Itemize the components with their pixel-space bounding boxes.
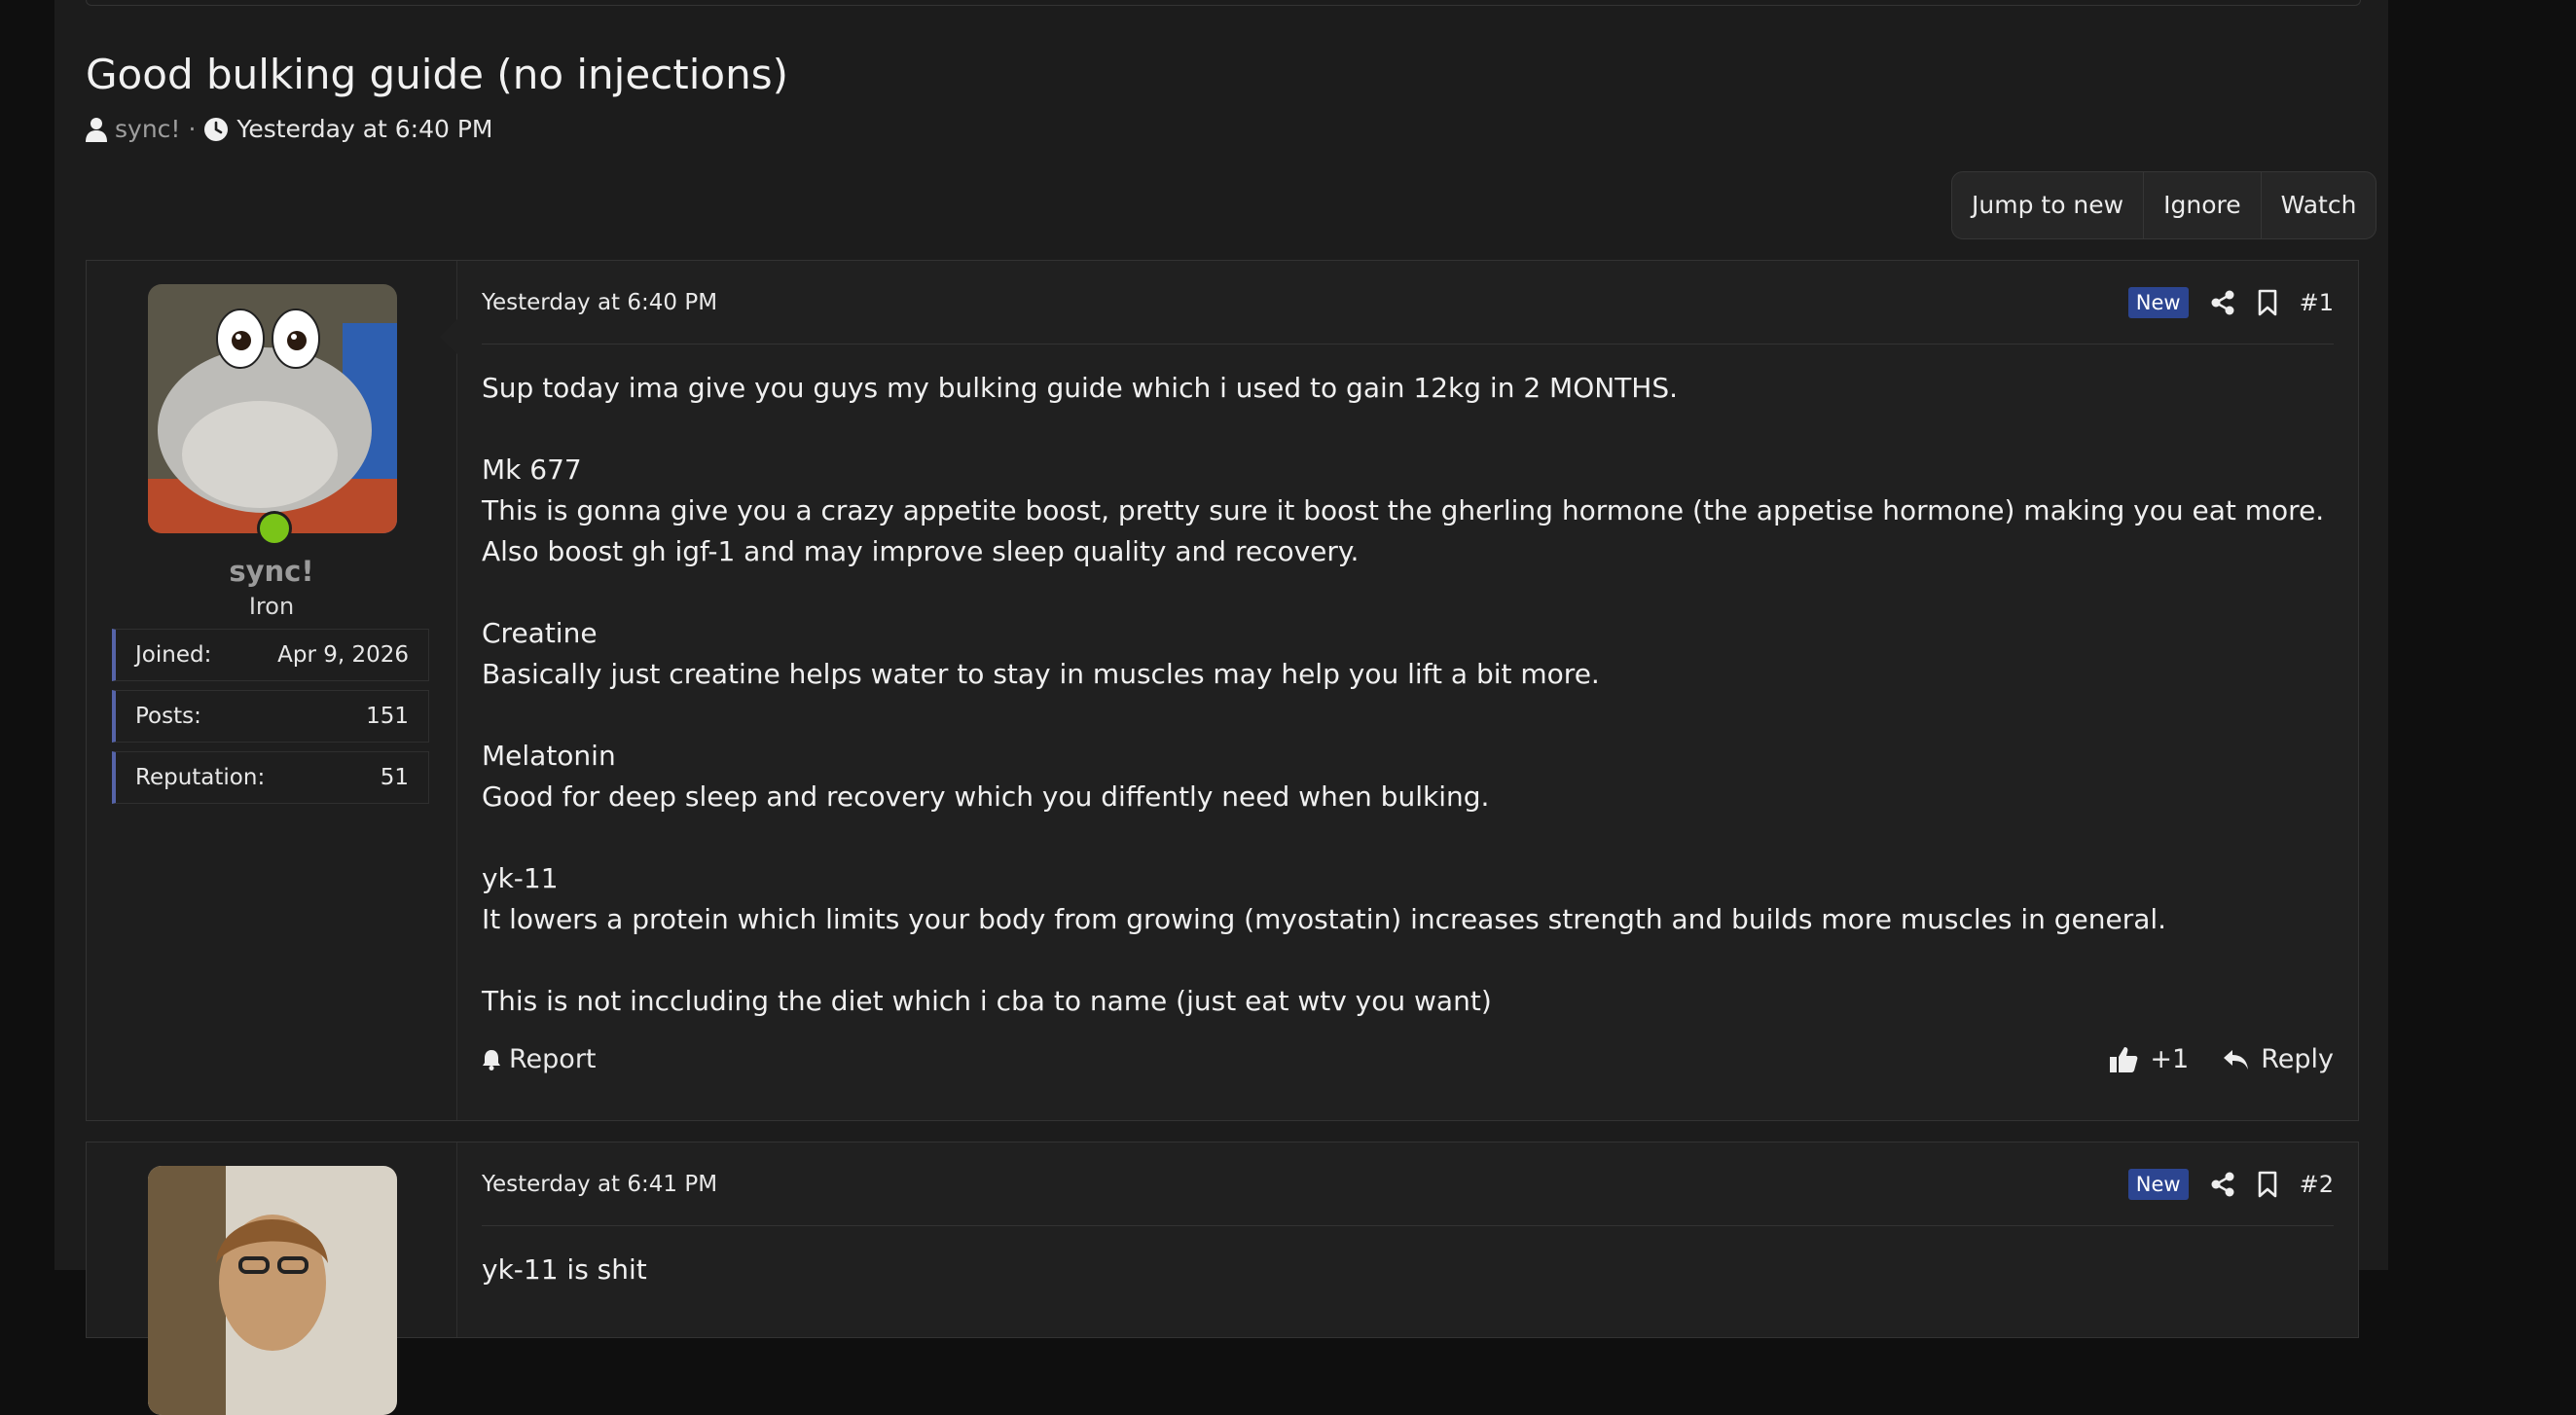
stat-label: Reputation: xyxy=(135,765,266,790)
body-gap xyxy=(482,695,2334,736)
watch-button[interactable]: Watch xyxy=(2261,172,2376,238)
post-header xyxy=(482,261,2334,345)
share-icon[interactable] xyxy=(2210,1172,2235,1197)
body-line: Melatonin xyxy=(482,740,616,772)
clock-icon xyxy=(203,117,229,142)
bell-icon xyxy=(482,1049,501,1070)
body-line: Sup today ima give you guys my bulking guide which i used to gain 12kg in 2 MONTHS. xyxy=(482,372,1679,404)
post-username[interactable]: sync! xyxy=(229,555,314,588)
body-line: Creatine xyxy=(482,617,598,649)
stat-value: Apr 9, 2026 xyxy=(277,642,409,668)
avatar[interactable] xyxy=(148,1166,397,1415)
post-body xyxy=(482,368,2334,1022)
post-message-cell xyxy=(457,1143,2358,1337)
body-line: Also boost gh igf-1 and may improve sleep quality and recovery. xyxy=(482,535,1360,567)
body-line: It lowers a protein which limits your body from growing (myostatin) increases strength and builds more muscles in general. xyxy=(482,903,2167,935)
report-button[interactable] xyxy=(482,1044,597,1074)
body-gap xyxy=(482,572,2334,613)
body-line: This is gonna give you a crazy appetite boost, pretty sure it boost the gherling hormone (the appetise hormone) making you eat more. xyxy=(482,494,2325,526)
meta-separator: · xyxy=(188,115,197,143)
stat-value: 151 xyxy=(366,704,409,729)
new-badge: New xyxy=(2128,1169,2189,1200)
share-icon[interactable] xyxy=(2210,290,2235,315)
post-user-cell xyxy=(87,1143,457,1337)
thread-start-time[interactable]: Yesterday at 6:40 PM xyxy=(236,115,493,143)
bookmark-icon[interactable] xyxy=(2257,289,2278,316)
stat-posts xyxy=(112,690,429,743)
body-line: This is not inccluding the diet which i cba to name (just eat wtv you want) xyxy=(482,985,1492,1017)
avatar[interactable] xyxy=(148,284,397,533)
jump-to-new-button[interactable]: Jump to new xyxy=(1972,191,2124,219)
post-tools xyxy=(2128,1169,2334,1200)
thumbs-up-icon[interactable] xyxy=(2109,1046,2138,1073)
post-footer xyxy=(482,1044,2334,1074)
page-container xyxy=(54,0,2388,1286)
body-gap xyxy=(482,817,2334,858)
post-header xyxy=(482,1143,2334,1226)
user-icon xyxy=(86,117,107,142)
body-gap xyxy=(482,940,2334,981)
post-1 xyxy=(86,260,2359,1121)
stat-value: 51 xyxy=(380,765,409,790)
body-gap xyxy=(482,409,2334,450)
user-title: Iron xyxy=(248,593,295,620)
reply-button[interactable]: Reply xyxy=(2261,1044,2334,1074)
post-user-cell xyxy=(87,261,457,1120)
online-status-dot xyxy=(257,511,292,546)
post-number-link[interactable]: #1 xyxy=(2299,288,2334,316)
thread-meta xyxy=(86,115,493,143)
body-line: Basically just creatine helps water to stay in muscles may help you lift a bit more. xyxy=(482,658,1600,690)
message-arrow xyxy=(440,319,457,354)
bookmark-icon[interactable] xyxy=(2257,1171,2278,1198)
post-tools xyxy=(2128,287,2334,318)
reply-icon[interactable] xyxy=(2222,1048,2249,1071)
ignore-button[interactable]: Ignore xyxy=(2143,172,2261,238)
post-date[interactable]: Yesterday at 6:41 PM xyxy=(482,1171,718,1197)
stat-joined xyxy=(112,629,429,681)
thread-actions xyxy=(1951,171,2376,239)
thread-title: Good bulking guide (no injections) xyxy=(86,51,788,98)
post-message-cell xyxy=(457,261,2358,1120)
previous-block-edge xyxy=(86,0,2361,6)
post-reactions xyxy=(2109,1044,2334,1074)
body-line: Good for deep sleep and recovery which you diffently need when bulking. xyxy=(482,780,1490,813)
body-line: yk-11 xyxy=(482,862,559,894)
stat-label: Joined: xyxy=(135,642,212,668)
body-line: yk-11 is shit xyxy=(482,1253,647,1286)
stat-reputation xyxy=(112,751,429,804)
new-badge: New xyxy=(2128,287,2189,318)
post-number-link[interactable]: #2 xyxy=(2299,1170,2334,1198)
thread-author-link[interactable]: sync! xyxy=(115,115,181,143)
post-body xyxy=(482,1250,2334,1290)
post-2 xyxy=(86,1142,2359,1338)
like-count[interactable]: +1 xyxy=(2150,1044,2190,1074)
body-line: Mk 677 xyxy=(482,454,582,486)
report-label: Report xyxy=(509,1044,597,1074)
post-date[interactable]: Yesterday at 6:40 PM xyxy=(482,289,718,315)
stat-label: Posts: xyxy=(135,704,201,729)
